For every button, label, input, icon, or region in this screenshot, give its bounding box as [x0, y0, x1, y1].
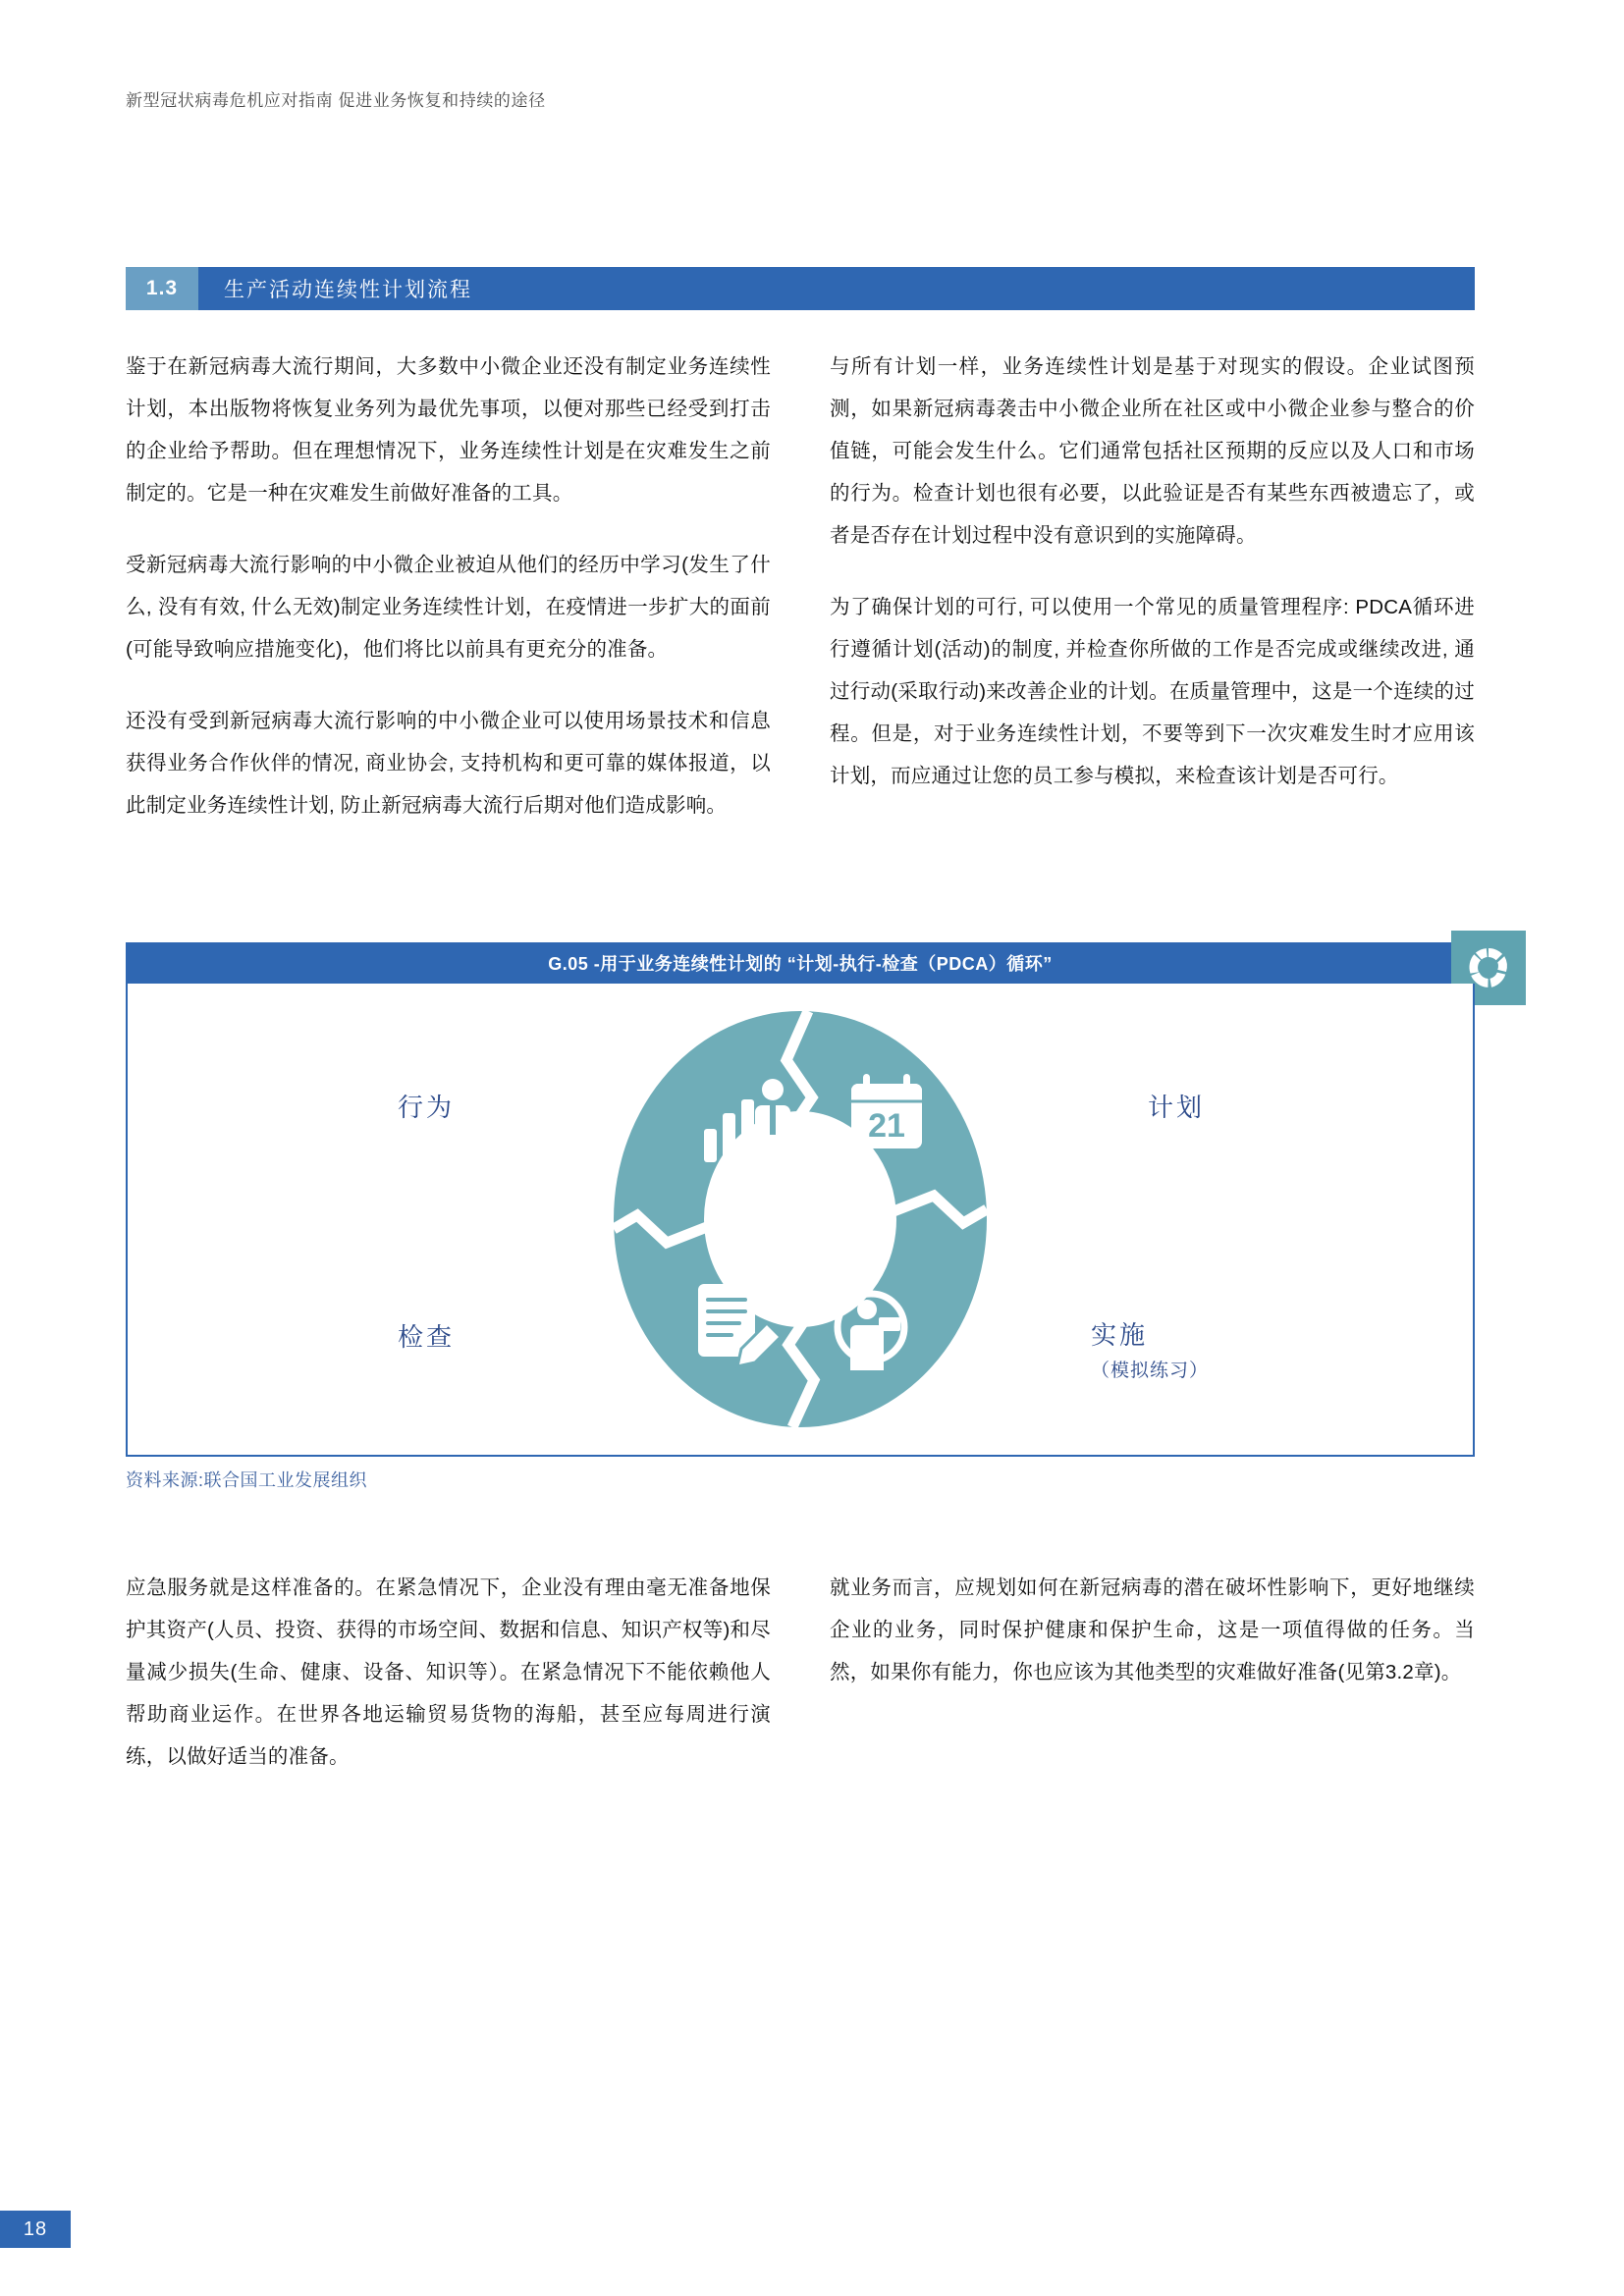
figure-body [126, 984, 1475, 1457]
paragraph: 应急服务就是这样准备的。在紧急情况下，企业没有理由毫无准备地保护其资产(人员、投资、获得的市场空间、数据和信息、知识产权等)和尽量减少损失(生命、健康、设备、知识等）。在紧急情况下不能依赖他人帮助商业运作。在世界各地运输贸易货物的海船，甚至应每周进行演练，以做好适当的准备。 [126, 1576, 771, 1768]
paragraph: 为了确保计划的可行, 可以使用一个常见的质量管理程序: PDCA循环进行遵循计划(活动)的制度, 并检查你所做的工作是否完成或继续改进, 通过行动(采取行动)来改善企业的计划。在质量管理中，这是一个连续的过程。但是，对于业务连续性计划，不要等到下一次灾难发生时才应用该计划，而应通过让您的员工参与模拟，来检查该计划是否可行。 [830, 596, 1475, 787]
figure-caption: G.05 -用于业务连续性计划的 “计划-执行-检查（PDCA）循环” [548, 954, 1053, 974]
section-title: 生产活动连续性计划流程 [224, 279, 472, 301]
figure-title-bar [126, 942, 1475, 984]
calendar-21-icon [851, 1074, 922, 1148]
pdca-wheel-graphic [584, 1003, 1016, 1435]
wheel-label-check: 检查 [398, 1322, 456, 1352]
paragraph: 鉴于在新冠病毒大流行期间，大多数中小微企业还没有制定业务连续性计划，本出版物将恢复业务列为最优先事项，以便对那些已经受到打击的企业给予帮助。但在理想情况下，业务连续性计划是在灾难发生之前制定的。它是一种在灾难发生前做好准备的工具。 [126, 355, 771, 505]
bottom-right-column [830, 1567, 1475, 1807]
figure-source: 资料来源:联合国工业发展组织 [126, 1470, 367, 1490]
wheel-label-do-main: 实施 [1090, 1320, 1148, 1350]
wheel-label-plan: 计划 [1147, 1093, 1205, 1122]
paragraph: 受新冠病毒大流行影响的中小微企业被迫从他们的经历中学习(发生了什么, 没有有效, 什么无效)制定业务连续性计划，在疫情进一步扩大的面前(可能导致响应措施变化)，他们将比以前具有更充分的准备。 [126, 554, 771, 661]
bottom-text-columns [126, 1567, 1475, 1807]
figure-g05 [126, 942, 1475, 1457]
wheel-label-do-sub: （模拟练习） [1090, 1361, 1209, 1381]
section-number: 1.3 [126, 267, 198, 310]
pdca-wheel [378, 1003, 1222, 1435]
svg-text:21: 21 [868, 1107, 905, 1145]
wheel-label-act: 行为 [398, 1093, 456, 1122]
section-heading-bar [126, 267, 1475, 310]
top-right-column [830, 346, 1475, 856]
top-left-column [126, 346, 771, 856]
wheel-label-do [1091, 1315, 1209, 1382]
paragraph: 与所有计划一样，业务连续性计划是基于对现实的假设。企业试图预测，如果新冠病毒袭击中小微企业所在社区或中小微企业参与整合的价值链，可能会发生什么。它们通常包括社区预期的反应以及人口和市场的行为。检查计划也很有必要，以此验证是否有某些东西被遗忘了，或者是否存在计划过程中没有意识到的实施障碍。 [830, 355, 1475, 547]
running-header: 新型冠状病毒危机应对指南 促进业务恢复和持续的途径 [126, 91, 546, 110]
page-number: 18 [0, 2211, 71, 2248]
top-text-columns [126, 346, 1475, 856]
paragraph: 还没有受到新冠病毒大流行影响的中小微企业可以使用场景技术和信息获得业务合作伙伴的情况, 商业协会, 支持机构和更可靠的媒体报道，以此制定业务连续性计划, 防止新冠病毒大流行后期对他们造成影响。 [126, 710, 771, 817]
bottom-left-column [126, 1567, 771, 1807]
paragraph: 就业务而言，应规划如何在新冠病毒的潜在破坏性影响下，更好地继续企业的业务，同时保护健康和保护生命，这是一项值得做的任务。当然，如果你有能力，你也应该为其他类型的灾难做好准备(见第3.2章)。 [830, 1576, 1475, 1683]
